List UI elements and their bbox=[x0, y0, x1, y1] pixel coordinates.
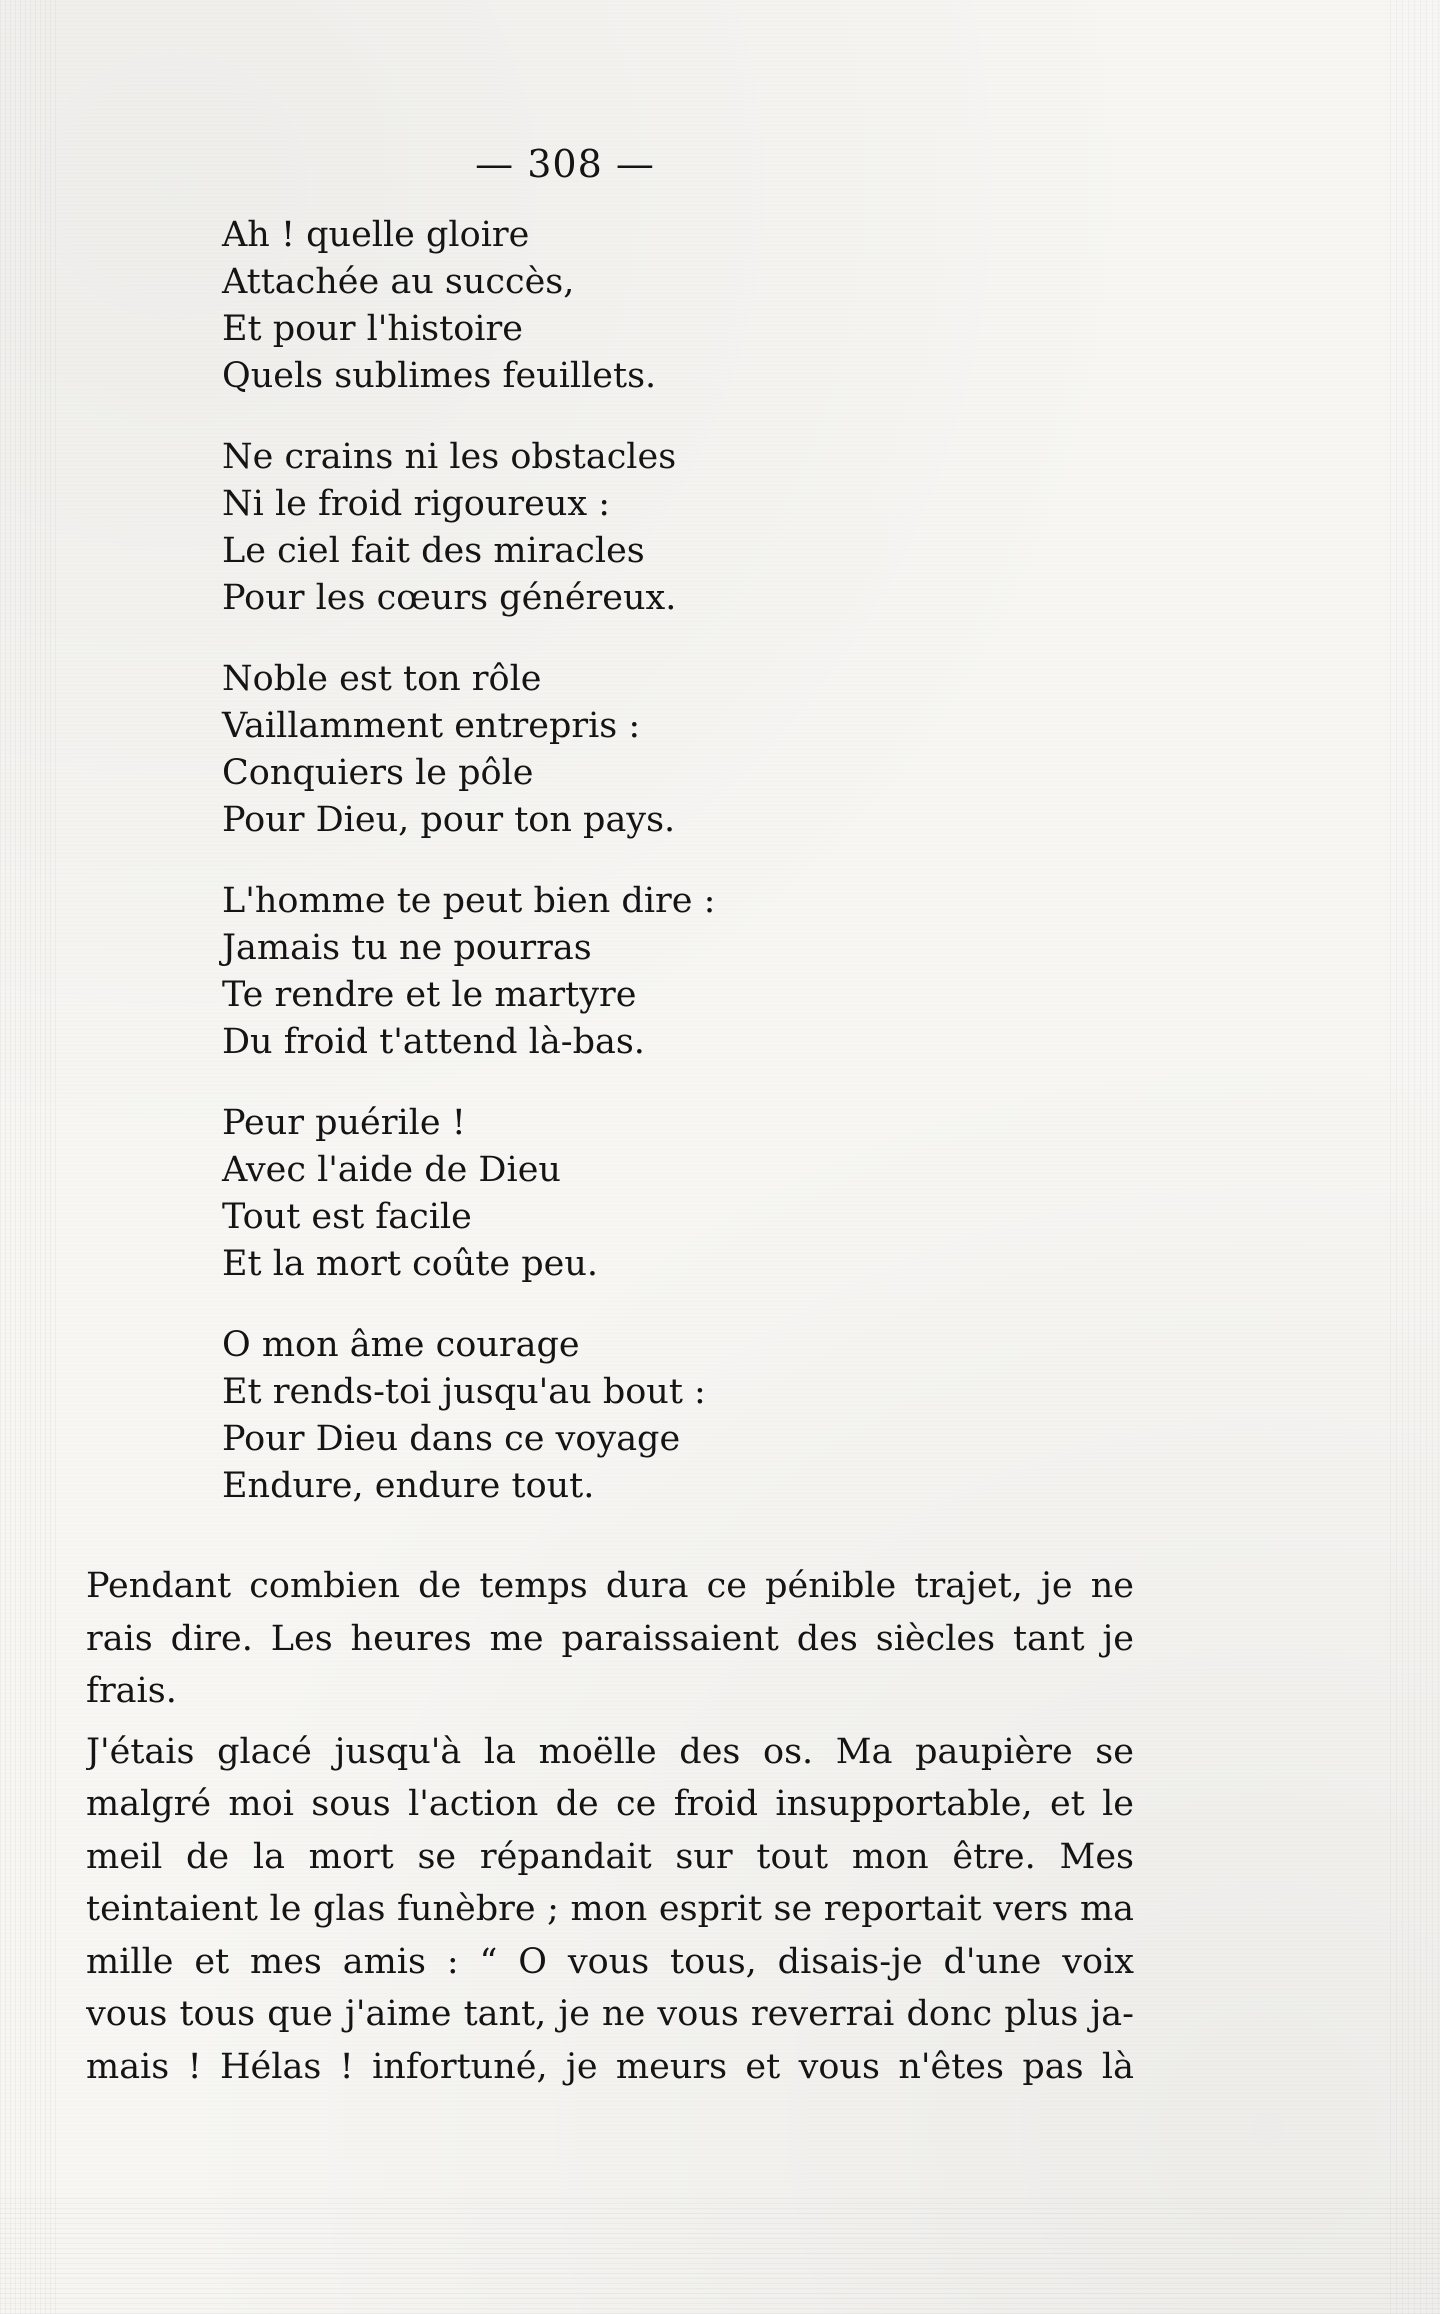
page-edge-bottom bbox=[0, 2194, 1440, 2314]
poem-stanza bbox=[222, 434, 842, 622]
poem-line: Et pour l'histoire bbox=[222, 309, 523, 349]
poem-line: Jamais tu ne pourras bbox=[222, 928, 592, 968]
poem-line: Vaillamment entrepris : bbox=[222, 706, 641, 746]
poem-line: Tout est facile bbox=[222, 1197, 472, 1237]
poem bbox=[222, 212, 842, 1544]
poem-line: Ni le froid rigoureux : bbox=[222, 484, 611, 524]
poem-line: Noble est ton rôle bbox=[222, 659, 542, 699]
text-line: teintaient le glas funèbre ; mon esprit se reportait vers ma bbox=[86, 1889, 1134, 1929]
page-number: — 308 — bbox=[475, 142, 655, 186]
poem-line: Quels sublimes feuillets. bbox=[222, 356, 657, 396]
poem-line: Endure, endure tout. bbox=[222, 1466, 595, 1506]
paragraph bbox=[86, 1726, 1134, 2094]
text-line: meil de la mort se répandait sur tout mon être. Mes bbox=[86, 1836, 1134, 1877]
poem-stanza bbox=[222, 212, 842, 400]
poem-line: Ne crains ni les obstacles bbox=[222, 437, 677, 477]
poem-line: Le ciel fait des miracles bbox=[222, 531, 645, 571]
poem-line: Conquiers le pôle bbox=[222, 753, 534, 793]
text-line: frais. bbox=[86, 1671, 177, 1711]
poem-line: Du froid t'attend là-bas. bbox=[222, 1022, 645, 1062]
poem-line: Attachée au succès, bbox=[222, 262, 575, 302]
text-line: mille et mes amis : “ O vous tous, disais-je d'une voix bbox=[86, 1941, 1134, 1982]
poem-stanza bbox=[222, 1100, 842, 1288]
poem-line: Pour Dieu dans ce voyage bbox=[222, 1419, 681, 1459]
poem-line: Peur puérile ! bbox=[222, 1103, 466, 1143]
text-line: Pendant combien de temps dura ce pénible trajet, je ne bbox=[86, 1566, 1134, 1606]
poem-line: Avec l'aide de Dieu bbox=[222, 1150, 561, 1190]
prose-text bbox=[86, 1560, 1134, 2101]
poem-stanza bbox=[222, 1322, 842, 1510]
poem-line: L'homme te peut bien dire : bbox=[222, 881, 716, 921]
page-edge-left bbox=[0, 0, 60, 2314]
page-edge-right bbox=[1390, 0, 1440, 2314]
text-line: mais ! Hélas ! infortuné, je meurs et vous n'êtes pas là bbox=[86, 2046, 1134, 2087]
paragraph bbox=[86, 1560, 1134, 1718]
poem-stanza bbox=[222, 878, 842, 1066]
poem-line: Ah ! quelle gloire bbox=[222, 215, 530, 255]
poem-line: Pour les cœurs généreux. bbox=[222, 578, 677, 618]
text-line: J'étais glacé jusqu'à la moëlle des os. Ma paupière se bbox=[86, 1731, 1134, 1772]
text-line: malgré moi sous l'action de ce froid insupportable, et le bbox=[86, 1784, 1134, 1824]
text-line: rais dire. Les heures me paraissaient des siècles tant je bbox=[86, 1618, 1134, 1659]
poem-line: Et la mort coûte peu. bbox=[222, 1244, 599, 1284]
text-line: vous tous que j'aime tant, je ne vous reverrai donc plus ja- bbox=[86, 1994, 1134, 2034]
poem-line: O mon âme courage bbox=[222, 1325, 580, 1365]
poem-stanza bbox=[222, 656, 842, 844]
poem-line: Te rendre et le martyre bbox=[222, 975, 637, 1015]
poem-line: Pour Dieu, pour ton pays. bbox=[222, 800, 676, 840]
poem-line: Et rends-toi jusqu'au bout : bbox=[222, 1372, 706, 1412]
